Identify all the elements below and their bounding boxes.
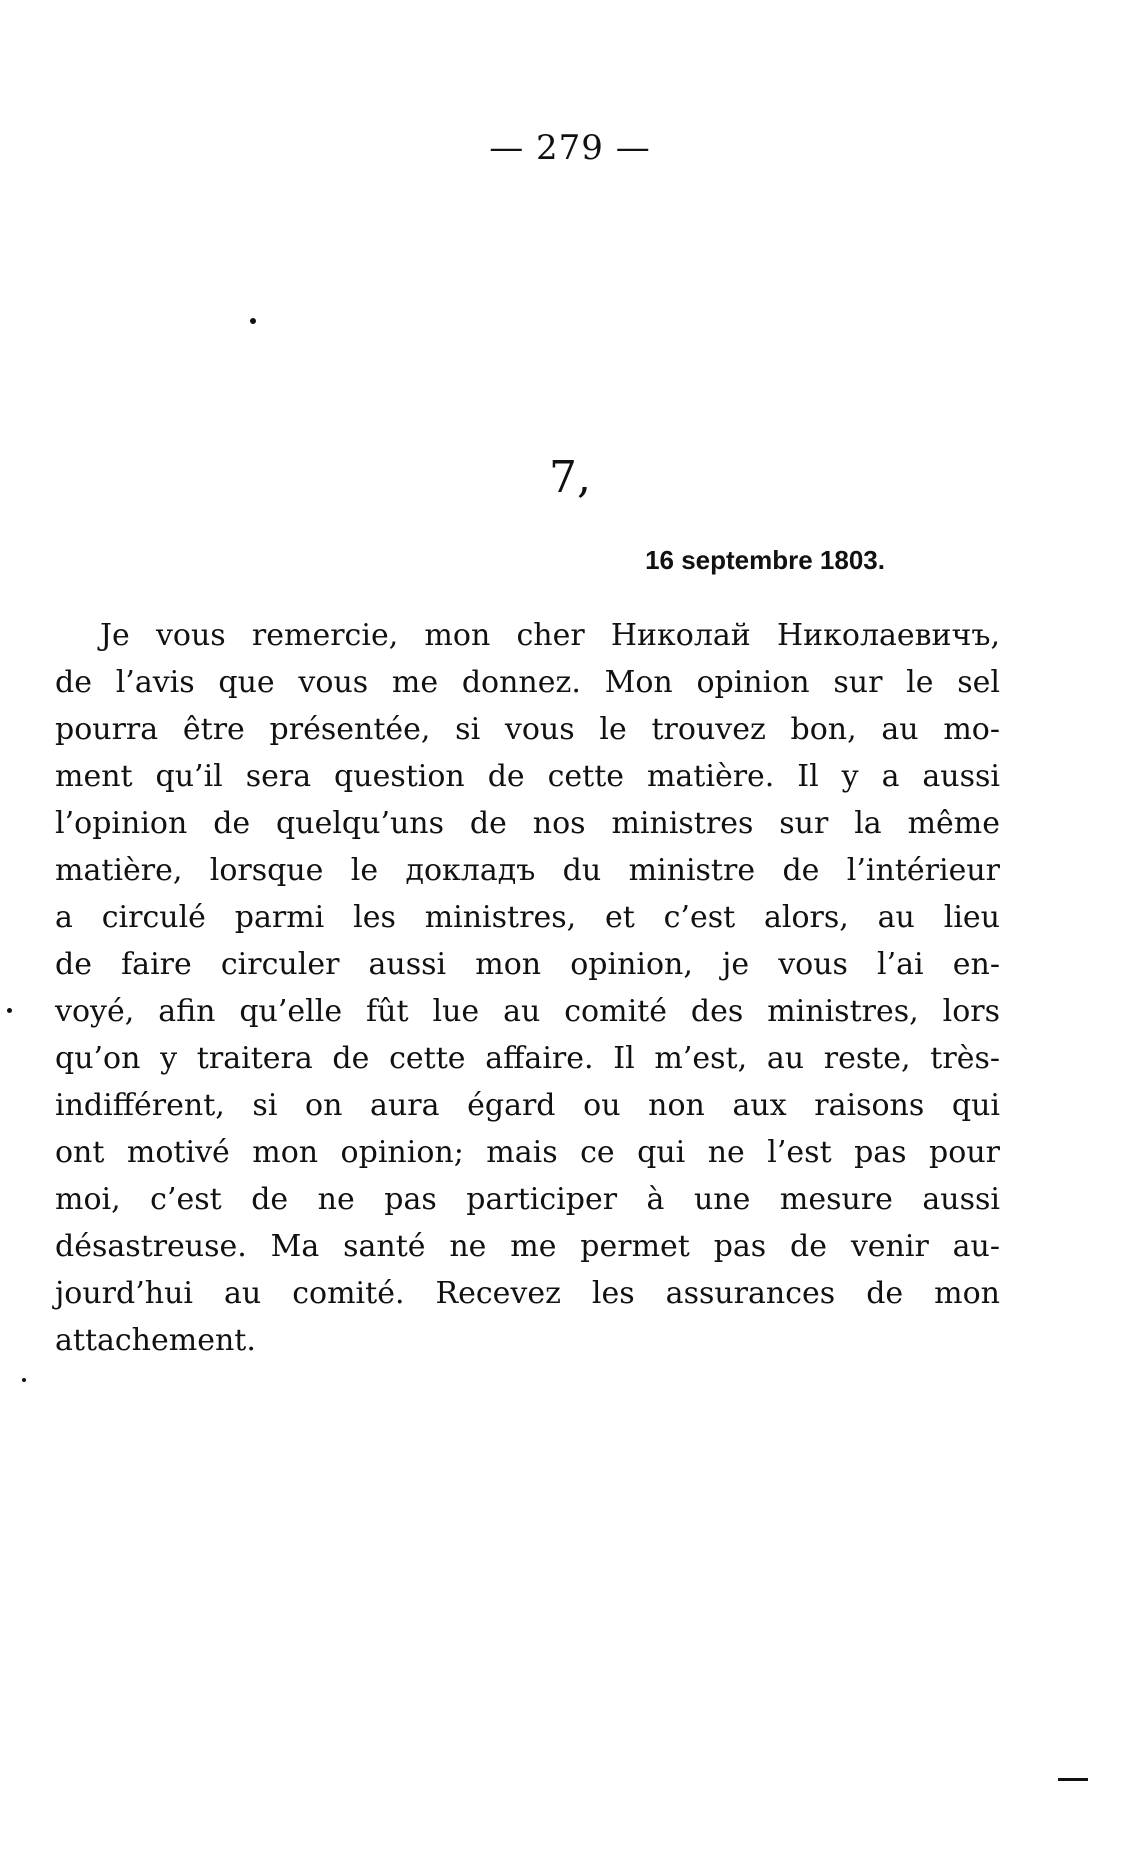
text-line: moi, c’est de ne pas participer à une mesure aussi xyxy=(55,1182,1000,1217)
text-line: attachement. xyxy=(55,1323,256,1358)
text-line: de faire circuler aussi mon opinion, je vous l’ai en- xyxy=(55,947,1000,982)
text-line: de l’avis que vous me donnez. Mon opinion sur le sel xyxy=(55,665,1000,700)
letter-date: 16 septembre 1803. xyxy=(645,545,885,575)
print-speck xyxy=(22,1378,26,1382)
text-line: voyé, afin qu’elle fût lue au comité des ministres, lors xyxy=(55,994,1000,1029)
text-line: qu’on y traitera de cette affaire. Il m’est, au reste, très- xyxy=(55,1041,1000,1076)
text-line: ment qu’il sera question de cette matière. Il y a aussi xyxy=(55,759,1000,794)
letter-body xyxy=(55,612,1000,1364)
print-speck xyxy=(250,318,256,324)
text-line: pourra être présentée, si vous le trouvez bon, au mo- xyxy=(55,712,1000,747)
text-line: Je vous remercie, mon cher Николай Николаевичъ, xyxy=(100,618,1000,653)
page-number: — 279 — xyxy=(489,128,651,168)
margin-dash-mark xyxy=(1058,1778,1088,1781)
text-line: a circulé parmi les ministres, et c’est alors, au lieu xyxy=(55,900,1000,935)
text-line: matière, lorsque le докладъ du ministre de l’intérieur xyxy=(55,853,1000,888)
print-speck xyxy=(7,1008,12,1013)
text-line: désastreuse. Ma santé ne me permet pas de venir au- xyxy=(55,1229,1000,1264)
letter-number: 7, xyxy=(549,452,591,503)
text-line: ont motivé mon opinion; mais ce qui ne l’est pas pour xyxy=(55,1135,1000,1170)
text-line: indifférent, si on aura égard ou non aux raisons qui xyxy=(55,1088,1000,1123)
text-line: jourd’hui au comité. Recevez les assurances de mon xyxy=(55,1276,1000,1311)
text-line: l’opinion de quelqu’uns de nos ministres sur la même xyxy=(55,806,1000,841)
